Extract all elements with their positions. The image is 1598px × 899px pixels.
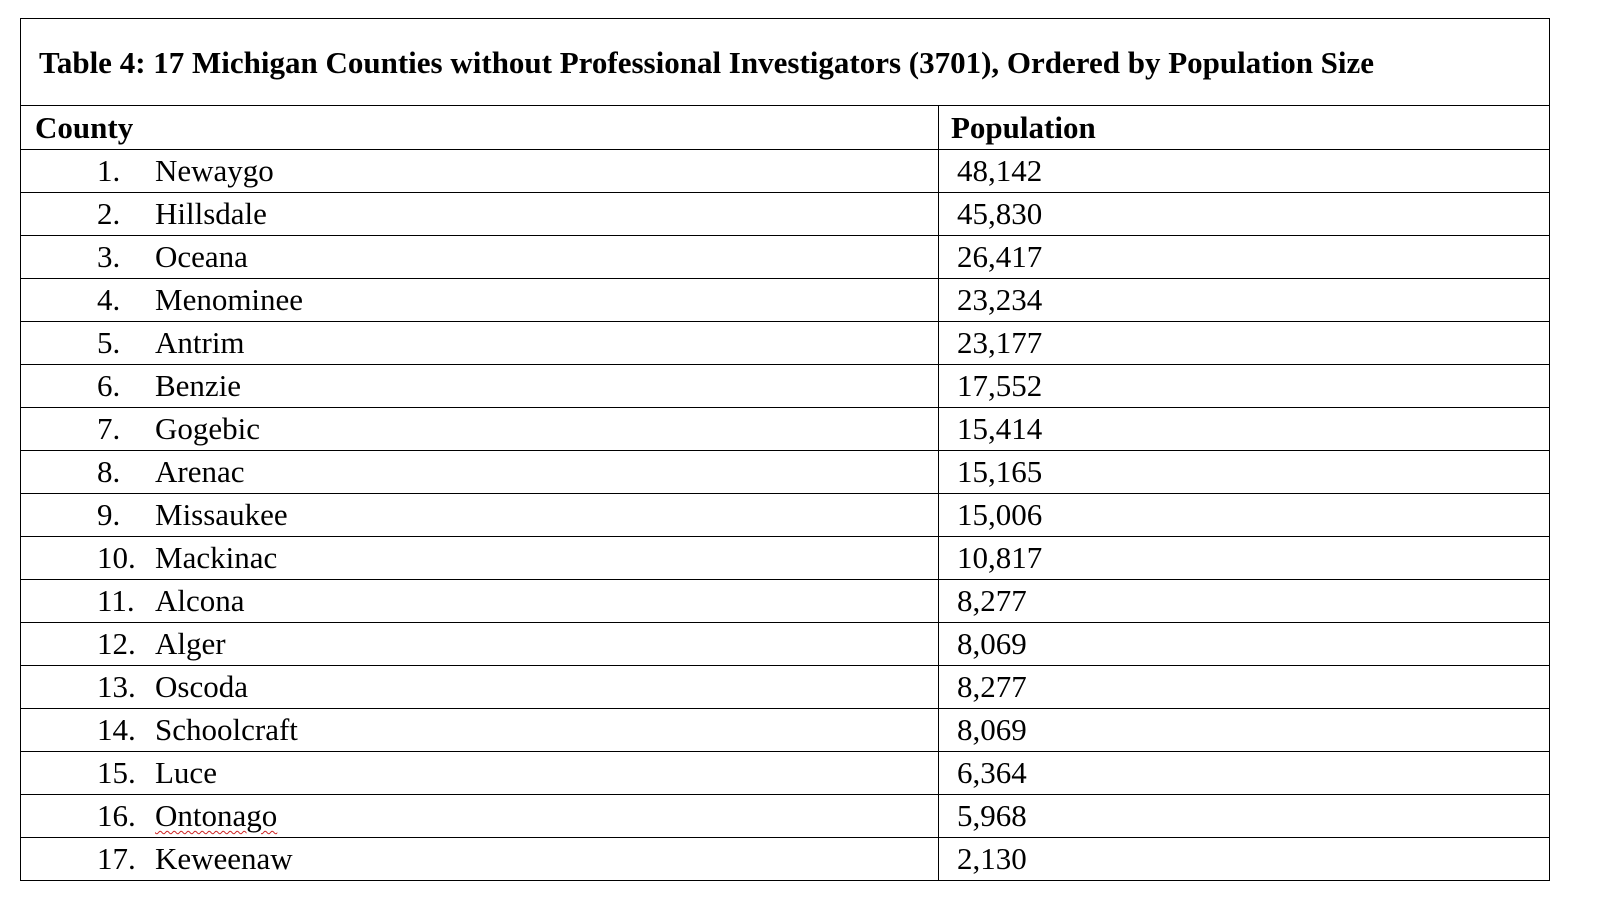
row-number: 13. <box>97 669 136 704</box>
table-row <box>21 666 1550 709</box>
table-row <box>21 795 1550 838</box>
county-cell <box>21 279 939 322</box>
row-number: 7. <box>97 411 121 446</box>
row-number: 9. <box>97 497 121 532</box>
row-number: 8. <box>97 454 121 489</box>
table-row <box>21 623 1550 666</box>
county-cell <box>21 451 939 494</box>
population-cell: 26,417 <box>939 236 1550 279</box>
population-cell: 6,364 <box>939 752 1550 795</box>
table-row <box>21 193 1550 236</box>
table-header-row <box>21 106 1550 150</box>
table-body <box>21 150 1550 881</box>
county-name: Luce <box>155 755 217 790</box>
county-name: Newaygo <box>155 153 274 188</box>
population-cell: 15,006 <box>939 494 1550 537</box>
population-cell: 17,552 <box>939 365 1550 408</box>
county-name: Oscoda <box>155 669 248 704</box>
table-row <box>21 322 1550 365</box>
table-row <box>21 365 1550 408</box>
table-title: Table 4: 17 Michigan Counties without Professional Investigators (3701), Ordered by Population Size <box>21 19 1550 106</box>
county-column-header: County <box>21 106 939 150</box>
row-number: 2. <box>97 196 121 231</box>
county-cell <box>21 752 939 795</box>
table-row <box>21 752 1550 795</box>
row-number: 5. <box>97 325 121 360</box>
county-name: Alcona <box>155 583 245 618</box>
county-name: Gogebic <box>155 411 261 446</box>
row-number: 15. <box>97 755 136 790</box>
table-row <box>21 537 1550 580</box>
county-name: Keweenaw <box>155 841 293 876</box>
county-name: Schoolcraft <box>155 712 298 747</box>
county-cell <box>21 838 939 881</box>
county-name: Hillsdale <box>155 196 267 231</box>
population-column-header: Population <box>939 106 1550 150</box>
county-cell <box>21 365 939 408</box>
county-cell <box>21 537 939 580</box>
county-cell <box>21 666 939 709</box>
county-name: Menominee <box>155 282 304 317</box>
county-name: Missaukee <box>155 497 288 532</box>
population-cell: 10,817 <box>939 537 1550 580</box>
county-cell <box>21 408 939 451</box>
row-number: 14. <box>97 712 136 747</box>
county-cell <box>21 322 939 365</box>
population-cell: 15,165 <box>939 451 1550 494</box>
table-row <box>21 838 1550 881</box>
population-cell: 8,277 <box>939 666 1550 709</box>
population-cell: 45,830 <box>939 193 1550 236</box>
population-cell: 8,069 <box>939 709 1550 752</box>
row-number: 4. <box>97 282 121 317</box>
population-cell: 23,234 <box>939 279 1550 322</box>
population-cell: 23,177 <box>939 322 1550 365</box>
row-number: 17. <box>97 841 136 876</box>
table-row <box>21 236 1550 279</box>
population-cell: 48,142 <box>939 150 1550 193</box>
county-name: Oceana <box>155 239 248 274</box>
table-title-row <box>21 19 1550 106</box>
population-cell: 5,968 <box>939 795 1550 838</box>
table-row <box>21 408 1550 451</box>
population-cell: 2,130 <box>939 838 1550 881</box>
county-cell <box>21 795 939 838</box>
county-cell <box>21 236 939 279</box>
county-cell <box>21 580 939 623</box>
county-name: Benzie <box>155 368 242 403</box>
table-row <box>21 451 1550 494</box>
county-name: Arenac <box>155 454 245 489</box>
row-number: 16. <box>97 798 136 833</box>
county-name: Mackinac <box>155 540 278 575</box>
row-number: 3. <box>97 239 121 274</box>
county-cell <box>21 150 939 193</box>
population-cell: 8,277 <box>939 580 1550 623</box>
row-number: 10. <box>97 540 136 575</box>
table-row <box>21 494 1550 537</box>
county-population-table <box>20 18 1550 881</box>
county-name: Alger <box>155 626 226 661</box>
row-number: 12. <box>97 626 136 661</box>
row-number: 11. <box>97 583 135 618</box>
table-row <box>21 709 1550 752</box>
row-number: 1. <box>97 153 121 188</box>
table-row <box>21 580 1550 623</box>
population-cell: 8,069 <box>939 623 1550 666</box>
table-row <box>21 279 1550 322</box>
county-cell <box>21 193 939 236</box>
county-cell <box>21 709 939 752</box>
population-cell: 15,414 <box>939 408 1550 451</box>
county-name: Ontonago <box>155 798 278 833</box>
table-row <box>21 150 1550 193</box>
county-cell <box>21 623 939 666</box>
county-name: Antrim <box>155 325 245 360</box>
county-cell <box>21 494 939 537</box>
row-number: 6. <box>97 368 121 403</box>
